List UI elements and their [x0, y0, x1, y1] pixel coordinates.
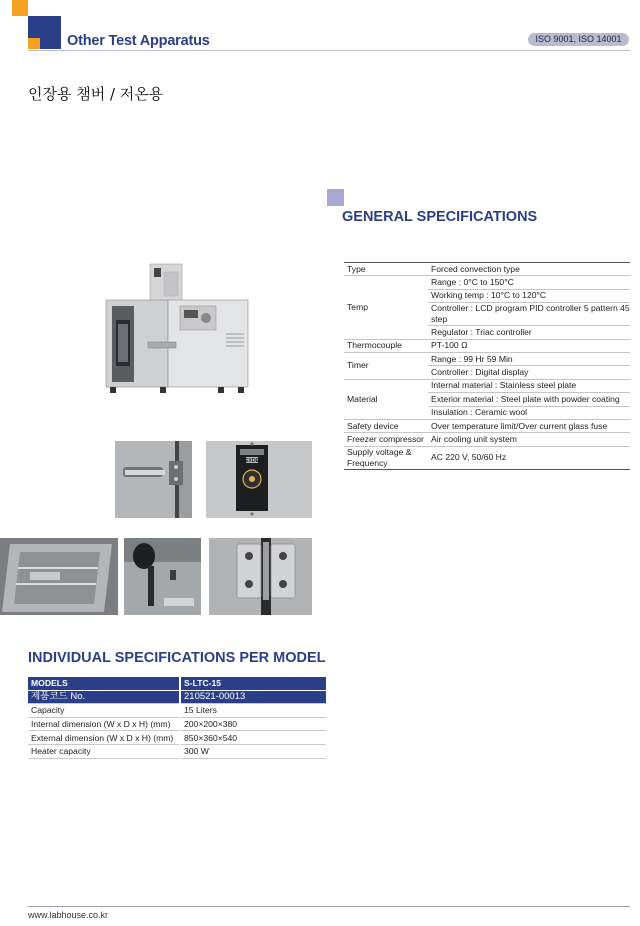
logo-orange-square	[12, 0, 28, 16]
controller-brand-text: EXDE	[245, 458, 259, 464]
spec-value: Controller : Digital display	[428, 366, 630, 379]
spec-key: Freezer compressor	[344, 433, 428, 446]
spec-value: Forced convection type	[428, 263, 630, 276]
spec-value: Air cooling unit system	[428, 433, 630, 446]
spec-row	[344, 339, 630, 352]
model-spec-row	[28, 731, 326, 745]
model-spec-key: Internal dimension (W x D x H) (mm)	[28, 717, 180, 731]
sensor-fixture-photo	[124, 538, 201, 615]
model-spec-value: 200×200×380	[180, 717, 326, 731]
model-name: S-LTC-15	[180, 677, 326, 690]
spec-key: Type	[344, 263, 428, 276]
spec-row	[344, 379, 630, 392]
model-spec-row	[28, 717, 326, 731]
model-spec-value: 850×360×540	[180, 731, 326, 745]
spec-value: Insulation : Ceramic wool	[428, 406, 630, 419]
general-specs-title: GENERAL SPECIFICATIONS	[342, 209, 538, 225]
spec-row	[344, 352, 630, 365]
general-specs-table	[344, 262, 630, 470]
product-title: 인장용 챔버 / 저온용	[28, 85, 164, 103]
model-spec-key: Capacity	[28, 704, 180, 718]
chamber-interior-photo	[0, 538, 118, 615]
spec-value: Internal material : Stainless steel plate	[428, 379, 630, 392]
spec-value: Range : 99 Hr 59 Min	[428, 352, 630, 365]
spec-value: Controller : LCD program PID controller 5 pattern 45 step	[428, 303, 630, 326]
model-spec-row	[28, 744, 326, 758]
header-divider	[28, 50, 630, 51]
spec-row	[344, 263, 630, 276]
section-brand-title: Other Test Apparatus	[67, 33, 210, 49]
spec-value: AC 220 V, 50/60 Hz	[428, 446, 630, 469]
product-code-value: 210521-00013	[180, 690, 326, 704]
model-spec-key: Heater capacity	[28, 744, 180, 758]
spec-value: Over temperature limit/Over current glass fuse	[428, 419, 630, 432]
spec-key: Safety device	[344, 419, 428, 432]
spec-row	[344, 433, 630, 446]
controller-panel-photo	[206, 441, 312, 518]
spec-value: PT-100 Ω	[428, 339, 630, 352]
spec-value: Regulator : Triac controller	[428, 326, 630, 339]
spec-row	[344, 446, 630, 469]
model-spec-row	[28, 704, 326, 718]
individual-specs-table	[28, 677, 326, 759]
spec-key: Material	[344, 379, 428, 419]
models-label: MODELS	[28, 677, 180, 690]
footer-divider	[28, 906, 630, 907]
spec-key: Temp	[344, 276, 428, 339]
product-code-row	[28, 690, 326, 704]
model-spec-value: 15 Liters	[180, 704, 326, 718]
spec-value: Range : 0°C to 150°C	[428, 276, 630, 289]
spec-value: Working temp : 10°C to 120°C	[428, 289, 630, 302]
website-url: www.labhouse.co.kr	[28, 910, 109, 920]
section-marker	[327, 189, 344, 206]
spec-key: Thermocouple	[344, 339, 428, 352]
spec-key: Supply voltage & Frequency	[344, 446, 428, 469]
door-hinge-photo	[209, 538, 312, 615]
model-header-row	[28, 677, 326, 690]
spec-row	[344, 276, 630, 289]
individual-specs-title: INDIVIDUAL SPECIFICATIONS PER MODEL	[28, 650, 326, 666]
certification-badge: ISO 9001, ISO 14001	[528, 33, 629, 46]
spec-value: Exterior material : Steel plate with powder coating	[428, 393, 630, 406]
logo-orange-accent	[28, 38, 40, 49]
spec-key: Timer	[344, 352, 428, 379]
product-code-label: 제품코드 No.	[28, 690, 180, 704]
model-spec-key: External dimension (W x D x H) (mm)	[28, 731, 180, 745]
spec-row	[344, 419, 630, 432]
chamber-main-photo	[100, 262, 252, 402]
model-spec-value: 300 W	[180, 744, 326, 758]
door-handle-photo	[115, 441, 192, 518]
